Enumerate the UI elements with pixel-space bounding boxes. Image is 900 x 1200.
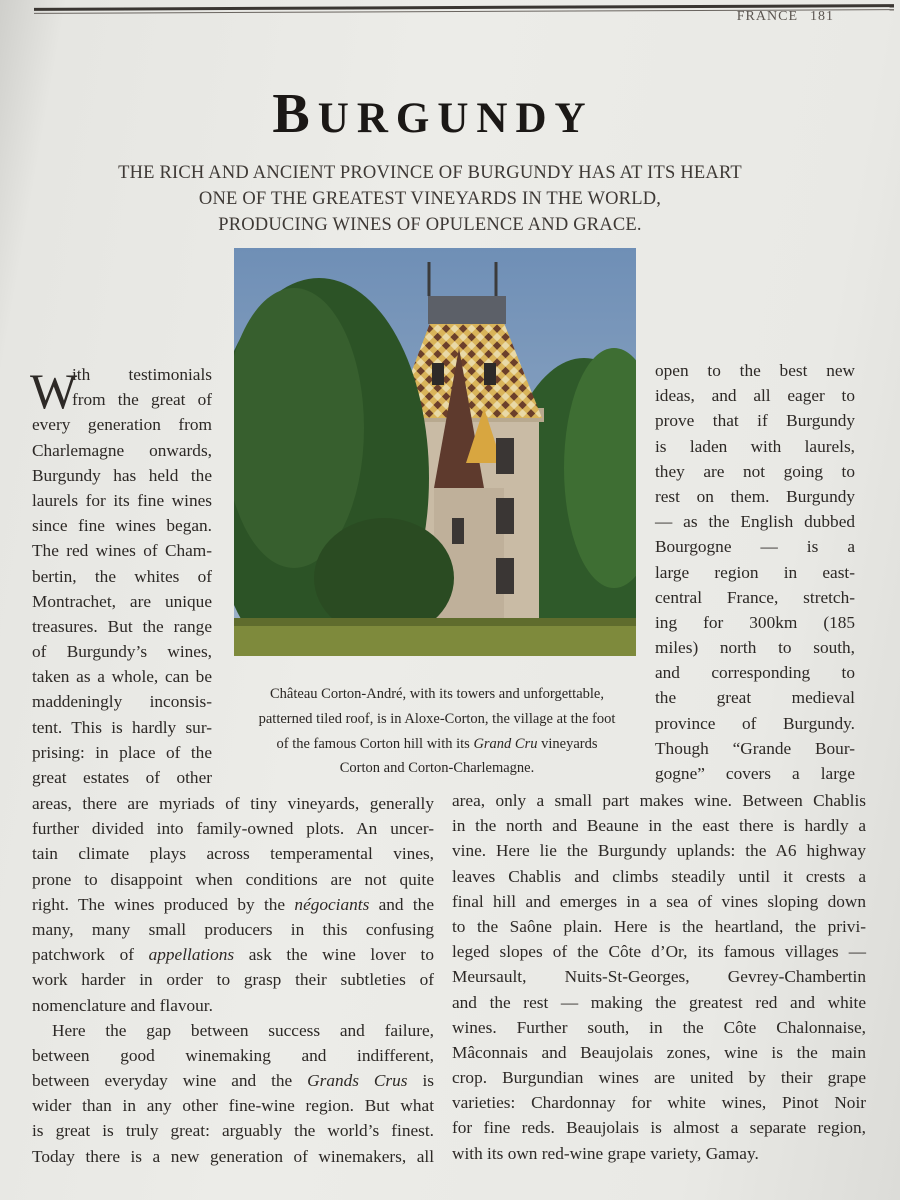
text-line: taken as a whole, can be xyxy=(32,667,212,687)
standfirst-line: ONE OF THE GREATEST VINEYARDS IN THE WORLD, xyxy=(198,189,662,209)
text-line: leged slopes of the Côte d’Or, its famous villages — xyxy=(452,942,866,962)
column-left-upper xyxy=(32,362,212,790)
standfirst-line: PRODUCING WINES OF OPULENCE AND GRACE. xyxy=(218,215,642,235)
text-italic: Grands Crus xyxy=(307,1071,408,1091)
text-line: ing for 300km (185 xyxy=(655,612,855,632)
column-right-lower xyxy=(452,788,866,1166)
text-line: laurels for its fine wines xyxy=(32,490,212,510)
text-line: Burgundy has held the xyxy=(32,465,212,485)
text-line: from the great of xyxy=(72,390,212,410)
text-line: large region in east- xyxy=(655,562,855,582)
text-line: the great medieval xyxy=(655,688,855,708)
text-line: every generation from xyxy=(32,415,212,435)
standfirst xyxy=(110,160,750,238)
text-line: province of Burgundy. xyxy=(655,713,855,733)
text-line: further divided into family-owned plots. An uncer- xyxy=(32,819,434,839)
text-line: since fine wines began. xyxy=(32,516,212,536)
chateau-illustration xyxy=(234,248,636,656)
text-line: area, only a small part makes wine. Between Chablis xyxy=(452,791,866,810)
text-line: wines. Further south, in the Côte Chalonnaise, xyxy=(452,1017,866,1037)
text-line: rest on them. Burgundy xyxy=(655,486,855,506)
text-run: patchwork of xyxy=(32,945,149,965)
text-line: areas, there are myriads of tiny vineyards, generally xyxy=(32,794,434,813)
text-line: great estates of other xyxy=(32,768,212,787)
text-line: ith testimonials xyxy=(72,365,212,384)
text-line: Charlemagne onwards, xyxy=(32,440,212,460)
text-line: in the north and Beaune in the east there is hardly a xyxy=(452,816,866,836)
text-line: crop. Burgundian wines are united by their grape xyxy=(452,1068,866,1088)
text-line: gogne” covers a large xyxy=(655,764,855,783)
text-italic: négociants xyxy=(294,894,370,914)
text-line: central France, stretch- xyxy=(655,587,855,607)
photo-caption xyxy=(232,682,642,781)
text-line: The red wines of Cham- xyxy=(32,541,212,561)
text-line: miles) north to south, xyxy=(655,638,855,658)
title-initial: B xyxy=(272,83,318,145)
text-line: is laden with laurels, xyxy=(655,436,855,456)
text-line: is great is truly great: arguably the world’s finest. xyxy=(32,1121,434,1141)
text-line: work harder in order to grasp their subtleties of xyxy=(32,970,434,990)
text-line: between good winemaking and indifferent, xyxy=(32,1045,434,1065)
text-line: Meursault, Nuits-St-Georges, Gevrey-Chambertin xyxy=(452,967,866,987)
column-right-upper xyxy=(655,358,855,786)
text-run: between everyday wine and the xyxy=(32,1071,308,1091)
caption-text: of the famous Corton hill with its xyxy=(276,735,474,752)
text-line: with its own red-wine grape variety, Gamay. xyxy=(452,1143,759,1163)
text-line: tain climate plays across temperamental vines, xyxy=(32,844,434,864)
text-line: and corresponding to xyxy=(655,663,855,683)
text-run: right. The wines produced by the xyxy=(32,894,295,914)
text-line: prove that if Burgundy xyxy=(655,411,855,431)
text-line: maddeningly inconsis- xyxy=(32,692,212,712)
text-line: ideas, and all eager to xyxy=(655,386,855,406)
caption-line: Château Corton-André, with its towers and unforgettable, xyxy=(270,686,604,702)
text-line: they are not going to xyxy=(655,461,855,481)
text-line: bertin, the whites of xyxy=(32,566,212,586)
text-line: for fine reds. Beaujolais is almost a separate region, xyxy=(452,1118,866,1138)
text-line: Bourgogne — is a xyxy=(655,537,855,557)
text-line: Here the gap between success and failure, xyxy=(52,1020,434,1040)
text-line: leaves Chablis and climbs steadily until it crests a xyxy=(452,866,866,886)
text-line: prone to disappoint when conditions are not quite xyxy=(32,869,434,889)
text-line: prising: in place of the xyxy=(32,742,212,762)
text-line: vine. Here lie the Burgundy uplands: the A6 highway xyxy=(452,841,866,861)
caption-text: vineyards xyxy=(537,735,598,752)
text-line: open to the best new xyxy=(655,361,855,380)
text-line: Though “Grande Bour- xyxy=(655,738,855,758)
text-line: Montrachet, are unique xyxy=(32,591,212,611)
text-line: of Burgundy’s wines, xyxy=(32,642,212,662)
chateau-photo xyxy=(234,248,636,656)
text-line: varieties: Chardonnay for white wines, Pinot Noir xyxy=(452,1093,866,1113)
text-line: Today there is a new generation of winemakers, all xyxy=(32,1146,434,1166)
column-left-lower xyxy=(32,791,434,1169)
section-name: FRANCE xyxy=(736,9,798,24)
text-line: — as the English dubbed xyxy=(655,512,855,532)
text-line: treasures. But the range xyxy=(32,616,212,636)
page-number: 181 xyxy=(810,9,834,24)
text-line xyxy=(32,892,434,917)
text-run: ask the wine lover to xyxy=(234,945,434,965)
text-line: and the rest — making the greatest red and white xyxy=(452,992,866,1012)
text-line: final hill and emerges in a sea of vines sloping down xyxy=(452,891,866,911)
text-line xyxy=(32,1068,434,1093)
text-line xyxy=(32,942,434,967)
text-line: many, many small producers in this confusing xyxy=(32,919,434,939)
text-run: is xyxy=(407,1071,434,1091)
standfirst-line: THE RICH AND ANCIENT PROVINCE OF BURGUNDY HAS AT ITS HEART xyxy=(118,163,742,183)
drop-cap: W xyxy=(30,363,78,419)
page-title xyxy=(0,82,866,146)
caption-italic: Grand Cru xyxy=(473,735,538,752)
text-italic: appellations xyxy=(148,945,235,965)
text-run: and the xyxy=(369,894,434,914)
text-line: Mâconnais and Beaujolais zones, wine is the main xyxy=(452,1042,866,1062)
text-line: tent. This is hardly sur- xyxy=(32,717,212,737)
caption-line: patterned tiled roof, is in Aloxe-Corton, the village at the foot xyxy=(258,710,616,727)
title-rest: URGUNDY xyxy=(317,95,594,142)
text-line: to the Saône plain. Here is the heartland, the privi- xyxy=(452,916,866,936)
caption-line xyxy=(232,732,642,757)
caption-line: Corton and Corton-Charlemagne. xyxy=(339,760,535,777)
text-line: wider than in any other fine-wine region. But what xyxy=(32,1096,434,1116)
text-line: nomenclature and flavour. xyxy=(32,995,213,1015)
running-head xyxy=(737,9,834,25)
